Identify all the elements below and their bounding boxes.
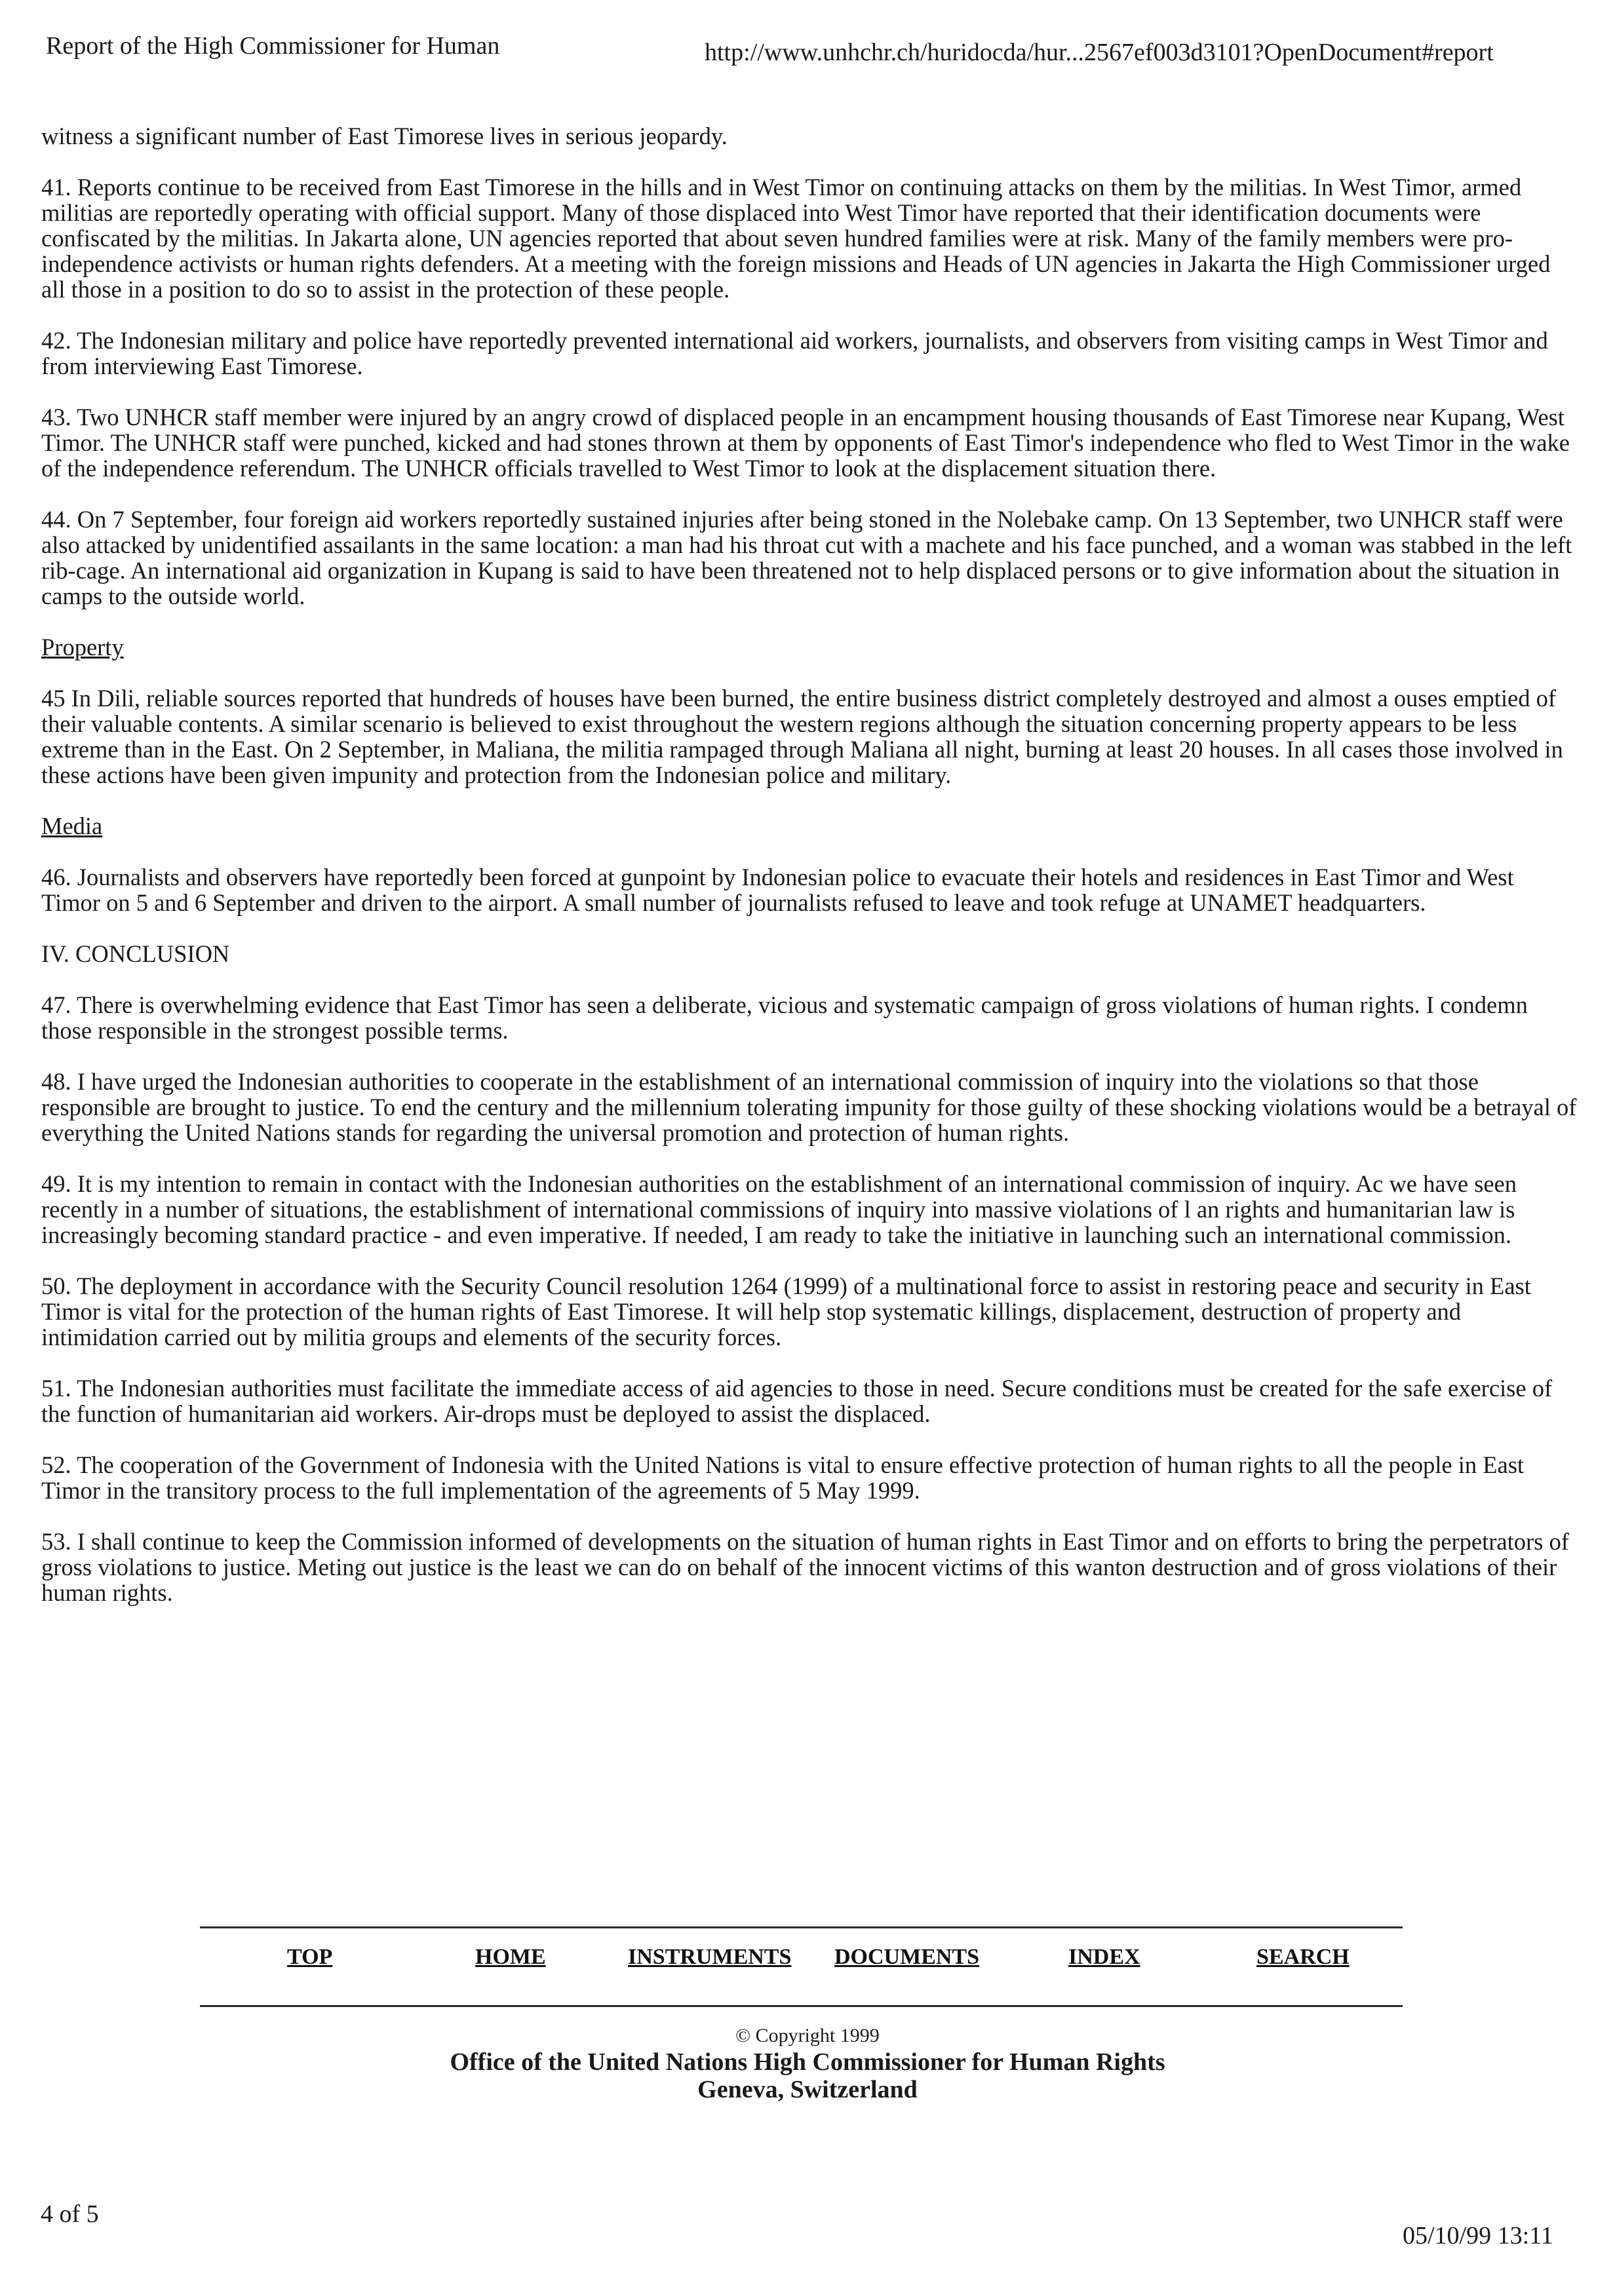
nav-link-documents[interactable]: DOCUMENTS — [834, 1945, 980, 1969]
paragraph-53: 53. I shall continue to keep the Commission informed of developments on the situation of human rights in East Timor and on efforts to bring the perpetrators of gross violations to justice. Meting out justice is the least we can do on behalf of the innocent victims of this wanton destruction and of gross violations of their human rights. — [41, 1528, 1569, 1606]
document-body — [41, 123, 1578, 1631]
footer-nav — [200, 1945, 1403, 1984]
document-title: Report of the High Commissioner for Human — [46, 32, 500, 60]
page-number: 4 of 5 — [41, 2200, 99, 2228]
paragraph-48: 48. I have urged the Indonesian authorities to cooperate in the establishment of an international commission of inquiry into the violations so that those responsible are brought to justice. To end the century and the millennium tolerating impunity for those guilty of these shocking violations would be a betrayal of everything the United Nations stands for regarding the universal promotion and protection of human rights. — [41, 1068, 1577, 1146]
copyright-notice: © Copyright 1999 — [735, 2025, 880, 2046]
organization-name: Office of the United Nations High Commissioner for Human Rights — [450, 2048, 1165, 2076]
paragraph-47: 47. There is overwhelming evidence that East Timor has seen a deliberate, vicious and systematic campaign of gross violations of human rights. I condemn those responsible in the strongest possible terms. — [41, 991, 1528, 1044]
paragraph-49: 49. It is my intention to remain in contact with the Indonesian authorities on the establishment of an international commission of inquiry. Ac we have seen recently in a number of situations, the establishment of international commissions of inquiry into massive violations of l an rights and humanitarian law is increasingly becoming standard practice - and even imperative. If needed, I am ready to take the initiative in launching such an international commission. — [41, 1170, 1517, 1248]
page-footer — [0, 2023, 1615, 2103]
paragraph-43: 43. Two UNHCR staff member were injured by an angry crowd of displaced people in an encampment housing thousands of East Timorese near Kupang, West Timor. The UNHCR staff were punched, kicked and had stones thrown at them by opponents of East Timor's independence who fled to West Timor in the wake of the independence referendum. The UNHCR officials travelled to West Timor to look at the displacement situation there. — [41, 404, 1570, 482]
paragraph-44: 44. On 7 September, four foreign aid workers reportedly sustained injuries after being stoned in the Nolebake camp. On 13 September, two UNHCR staff were also attacked by unidentified assailants in the same location: a man had his throat cut with a machete and his face punched, and a woman was stabbed in the left rib-cage. An international aid organization in Kupang is said to have been threatened not to help displaced persons or to give information about the situation in camps to the outside world. — [41, 506, 1572, 609]
paragraph-51: 51. The Indonesian authorities must facilitate the immediate access of aid agencies to those in need. Secure conditions must be created for the safe exercise of the function of humanitarian aid workers. Air-drops must be deployed to assist the displaced. — [41, 1375, 1553, 1427]
nav-link-top[interactable]: TOP — [287, 1945, 333, 1969]
section-heading-property: Property — [41, 634, 124, 660]
paragraph-42: 42. The Indonesian military and police have reportedly prevented international aid workers, journalists, and observers from visiting camps in West Timor and from interviewing East Timorese. — [41, 327, 1548, 379]
nav-divider-top — [200, 1926, 1403, 1928]
nav-link-instruments[interactable]: INSTRUMENTS — [628, 1945, 792, 1969]
nav-divider-bottom — [200, 2005, 1403, 2007]
page-url: http://www.unhchr.ch/huridocda/hur...2567ef003d3101?OpenDocument#report — [705, 39, 1494, 66]
paragraph-41: 41. Reports continue to be received from East Timorese in the hills and in West Timor on continuing attacks on them by the militias. In West Timor, armed militias are reportedly operating with official support. Many of those displaced into West Timor have reported that their identification documents were confiscated by the militias. In Jakarta alone, UN agencies reported that about seven hundred families were at risk. Many of the family members were pro-independence activists or human rights defenders. At a meeting with the foreign missions and Heads of UN agencies in Jakarta the High Commissioner urged all those in a position to do so to assist in the protection of these people. — [41, 174, 1551, 303]
section-heading-conclusion: IV. CONCLUSION — [41, 940, 230, 967]
page-header — [46, 26, 1580, 66]
nav-link-search[interactable]: SEARCH — [1256, 1945, 1350, 1969]
paragraph-46: 46. Journalists and observers have reportedly been forced at gunpoint by Indonesian police to evacuate their hotels and residences in East Timor and West Timor on 5 and 6 September and driven to the airport. A small number of journalists refused to leave and took refuge at UNAMET headquarters. — [41, 864, 1514, 916]
organization-location: Geneva, Switzerland — [697, 2076, 918, 2103]
paragraph-50: 50. The deployment in accordance with the Security Council resolution 1264 (1999) of a multinational force to assist in restoring peace and security in East Timor is vital for the protection of the human rights of East Timorese. It will help stop systematic killings, displacement, destruction of property and intimidation carried out by militia groups and elements of the security forces. — [41, 1272, 1531, 1350]
paragraph-52: 52. The cooperation of the Government of Indonesia with the United Nations is vital to ensure effective protection of human rights to all the people in East Timor in the transitory process to the full implementation of the agreements of 5 May 1999. — [41, 1451, 1525, 1504]
paragraph-lead: witness a significant number of East Timorese lives in serious jeopardy. — [41, 123, 728, 149]
nav-link-index[interactable]: INDEX — [1068, 1945, 1140, 1969]
section-heading-media: Media — [41, 813, 103, 839]
print-timestamp: 05/10/99 13:11 — [1403, 2222, 1553, 2249]
paragraph-45: 45 In Dili, reliable sources reported that hundreds of houses have been burned, the entire business district completely destroyed and almost a ouses emptied of their valuable contents. A similar scenario is believed to exist throughout the western regions although the situation concerning property appears to be less extreme than in the East. On 2 September, in Maliana, the militia rampaged through Maliana all night, burning at least 20 houses. In all cases those involved in these actions have been given impunity and protection from the Indonesian police and military. — [41, 685, 1563, 788]
nav-link-home[interactable]: HOME — [475, 1945, 546, 1969]
